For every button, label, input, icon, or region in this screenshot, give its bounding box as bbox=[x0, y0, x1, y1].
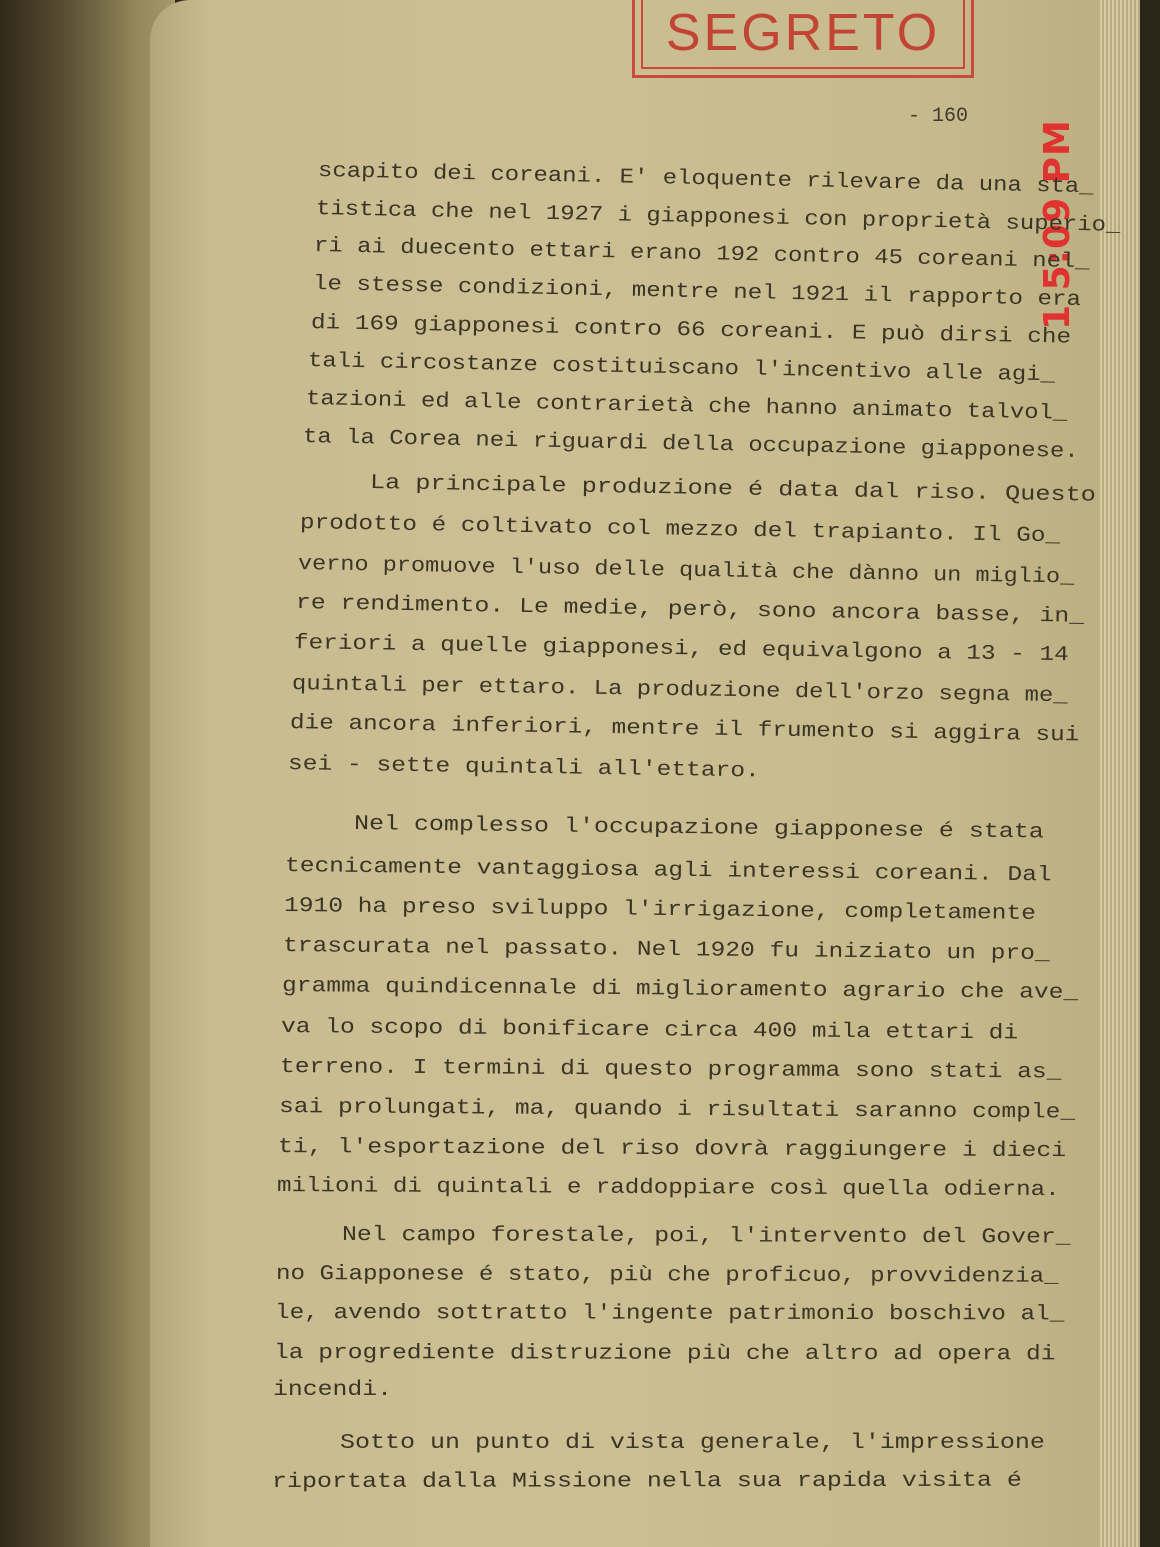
text-line: Sotto un punto di vista generale, l'impressione bbox=[340, 1432, 1045, 1455]
text-line: riportata dalla Missione nella sua rapida visita é bbox=[271, 1469, 1022, 1494]
text-line: incendi. bbox=[273, 1379, 392, 1402]
text-line: di 169 giapponesi contro 66 coreani. E può dirsi che bbox=[310, 312, 1072, 350]
text-line: Nel campo forestale, poi, l'intervento del Gover_ bbox=[341, 1224, 1071, 1250]
text-line: tecnicamente vantaggiosa agli interessi coreani. Dal bbox=[284, 855, 1052, 888]
page-number: - 160 bbox=[908, 105, 969, 128]
text-line: prodotto é coltivato col mezzo del trapianto. Il Go_ bbox=[299, 512, 1061, 549]
text-line: no Giapponese é stato, più che proficuo, provvidenzia_ bbox=[275, 1263, 1059, 1289]
book-gutter bbox=[0, 0, 175, 1547]
text-line: verno promuove l'uso delle qualità che dànno un miglio_ bbox=[297, 553, 1075, 590]
text-line: terreno. I termini di questo programma sono stati as_ bbox=[279, 1056, 1062, 1085]
text-line: tazioni ed alle contrarietà che hanno animato talvol_ bbox=[305, 388, 1068, 426]
text-line: die ancora inferiori, mentre il frumento si aggira sui bbox=[289, 712, 1080, 748]
text-line: feriori a quelle giapponesi, ed equivalgono a 13 - 14 bbox=[293, 632, 1069, 668]
text-line: Nel complesso l'occupazione giapponese é stata bbox=[353, 813, 1044, 845]
text-line: le stesse condizioni, mentre nel 1921 il rapporto era bbox=[312, 273, 1082, 313]
text-line: le, avendo sottratto l'ingente patrimonio boschivo al_ bbox=[274, 1302, 1065, 1327]
text-line: sai prolungati, ma, quando i risultati saranno comple_ bbox=[278, 1096, 1076, 1125]
text-line: scapito dei coreani. E' eloquente rilevare da una sta_ bbox=[317, 160, 1094, 200]
text-line: ri ai duecento ettari erano 192 contro 45 coreani nel_ bbox=[313, 235, 1090, 275]
text-line: 1910 ha preso sviluppo l'irrigazione, completamente bbox=[283, 895, 1037, 926]
text-line: ti, l'esportazione del riso dovrà raggiungere i dieci bbox=[277, 1136, 1067, 1164]
camera-timestamp: 1 5:09 PM bbox=[1037, 119, 1078, 330]
text-line: milioni di quintali e raddoppiare così quella odierna. bbox=[276, 1175, 1060, 1203]
text-line: tistica che nel 1927 i giapponesi con proprietà superio_ bbox=[315, 198, 1121, 238]
text-line: sei - sette quintali all'ettaro. bbox=[287, 753, 760, 784]
text-line: ta la Corea nei riguardi della occupazione giapponese. bbox=[302, 426, 1079, 464]
text-line: re rendimento. Le medie, però, sono ancora basse, in_ bbox=[295, 592, 1085, 629]
text-line: La principale produzione é data dal riso. Questo bbox=[369, 472, 1096, 508]
text-line: trascurata nel passato. Nel 1920 fu iniziato un pro_ bbox=[282, 935, 1050, 967]
stamp-label: SEGRETO bbox=[665, 4, 941, 62]
text-line: tali circostanze costituiscano l'incentivo alle agi_ bbox=[307, 350, 1056, 388]
text-line: la progrediente distruzione più che altro ad opera di bbox=[273, 1342, 1056, 1367]
text-line: va lo scopo di bonificare circa 400 mila ettari di bbox=[280, 1016, 1019, 1046]
text-line: gramma quindicennale di miglioramento agrario che ave_ bbox=[281, 975, 1079, 1005]
text-line: quintali per ettaro. La produzione dell'orzo segna me_ bbox=[291, 673, 1068, 709]
secret-stamp bbox=[632, 0, 974, 78]
